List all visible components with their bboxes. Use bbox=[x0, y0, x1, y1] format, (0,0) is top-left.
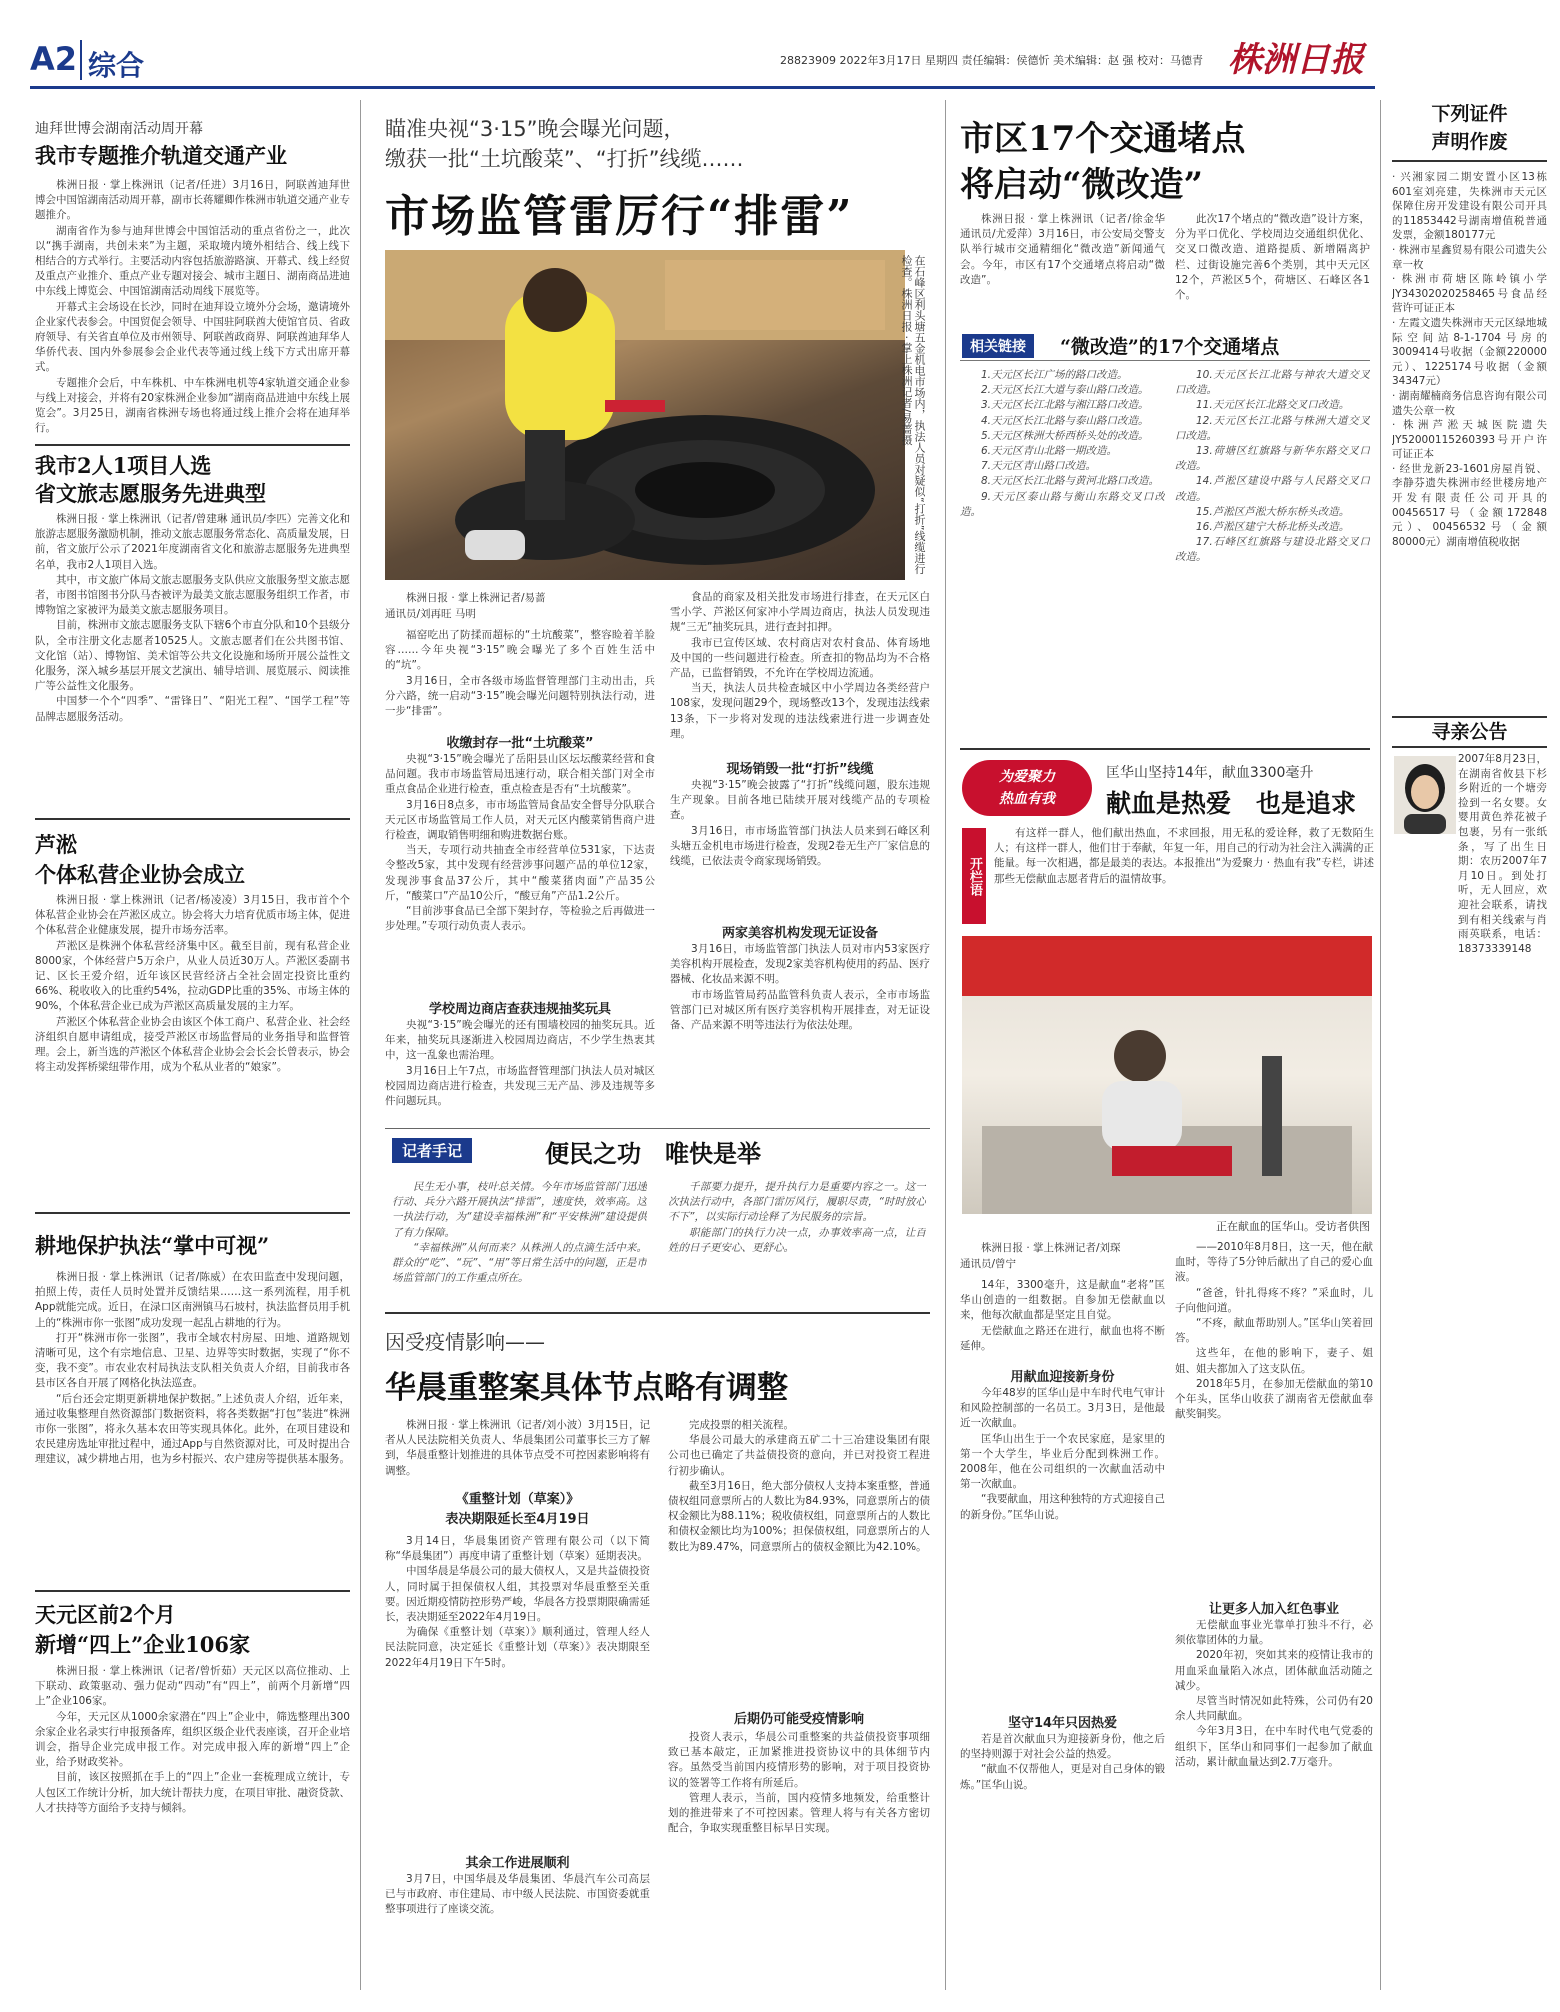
blood-para: 无偿献血事业光靠单打独斗不行，必须依靠团体的力量。 bbox=[1175, 1619, 1373, 1647]
lead-para: 我市已宣传区域、农村商店对农村食品、体育场地及中国的一些问题进行检查。所查扣的物品均为不合格产品，已监督销毁，不允许在学校周边流通。 bbox=[670, 636, 930, 680]
paper-name-logo: 株洲日报 bbox=[1228, 40, 1364, 80]
a2-body bbox=[35, 512, 350, 808]
traffic-para: 此次17个堵点的“微改造”设计方案，分为平口优化、学校周边交通组织优化、交叉口微改造、道路提质、新增隔离护栏、过街设施完善6个类别，其中天元区12个，芦淞区5个，荷塘区、石峰区各1个。 bbox=[1175, 213, 1370, 302]
a3-separator bbox=[35, 1212, 350, 1214]
lead-body-e bbox=[670, 778, 930, 918]
huachen-para: 管理人表示，当前，国内疫情多地频发，给重整计划的推进带来了不可控因素。管理人将与有关各方密切配合，争取实现重整目标早日实现。 bbox=[668, 1791, 930, 1835]
header-divider bbox=[80, 40, 82, 80]
commentary-body-right bbox=[668, 1180, 926, 1300]
blood-kicker: 匡华山坚持14年，献血3300毫升 bbox=[1106, 765, 1314, 781]
huachen-body-e bbox=[668, 1730, 930, 1990]
huachen-para: 3月14日，华晨集团资产管理有限公司（以下简称“华晨集团”）再度申请了重整计划（草案）延期表决。 bbox=[385, 1535, 650, 1563]
blood-para: 尽管当时情况如此特殊，公司仍有20余人共同献血。 bbox=[1175, 1695, 1373, 1723]
lost-notice-item: · 株洲芦淞天城医院遗失JY52000115260393号开户许可证正本 bbox=[1392, 419, 1547, 461]
lost-notice-item: · 湖南耀楠商务信息咨询有限公司遗失公章一枚 bbox=[1392, 389, 1547, 417]
lead-para: “目前涉事食品已全部下架封存，等检验之后再做进一步处理。”专项行动负责人表示。 bbox=[385, 905, 655, 933]
blood-body-e bbox=[1175, 1618, 1373, 1990]
blood-para: 无偿献血之路还在进行，献血也将不断延伸。 bbox=[960, 1324, 1165, 1352]
blood-para: ——2010年8月8日，这一天，他在献血时，等待了5分钟后献出了自己的爱心血液。 bbox=[1175, 1241, 1373, 1284]
a5-para: 目前，该区按照抓在手上的“四上”企业一套梳理成立统计，专人包区工作统计分析，加大统计帮扶力度，在项目审批、融资贷款、人才扶持等方面给予支持与倾斜。 bbox=[35, 1771, 350, 1814]
blood-para: 2020年初，突如其来的疫情让我市的用血采血量陷入冰点，团体献血活动随之减少。 bbox=[1175, 1649, 1373, 1692]
blood-photo-caption: 正在献血的匡华山。受访者供图 bbox=[1216, 1220, 1370, 1233]
lost-notice-item: · 株洲市荷塘区陈岭镇小学JY34302020258465号食品经营许可证正本 bbox=[1392, 273, 1547, 315]
search-notice-body bbox=[1392, 752, 1547, 1012]
lost-notice-item: · 株洲市星鑫贸易有限公司遗失公章一枚 bbox=[1392, 243, 1547, 271]
traffic-link-rule bbox=[960, 360, 1370, 361]
lead-para: 3月16日，市场监管部门执法人员对市内53家医疗美容机构开展检查，发现2家美容机构使用的药品、医疗器械、化妆品来源不明。 bbox=[670, 943, 930, 986]
a3-para: 株洲日报 · 掌上株洲讯（记者/杨凌凌）3月15日，我市首个个体私营企业协会在芦淞区成立。协会将大力培育优质市场主体，促进个体私营企业健康发展，提升市场夯活率。 bbox=[35, 894, 350, 937]
huachen-para: 为确保《重整计划（草案）》顺利通过，管理人经人民法院同意，决定延长《重整计划（草案）》表决期限至2022年4月19日下午5时。 bbox=[385, 1626, 650, 1669]
lead-subhead-b: 学校周边商店查获违规抽奖玩具 bbox=[428, 1002, 611, 1017]
traffic-list-item: 5.天元区株洲大桥西桥头处的改造。 bbox=[981, 429, 1149, 442]
blood-para: “我要献血，用这种独特的方式迎接自己的新身份。”匡华山说。 bbox=[960, 1493, 1165, 1521]
lead-para: 央视“3·15”晚会曝光的还有围墙校园的抽奖玩具。近年来，抽奖玩具逐渐进入校园周边商店，不少学生热衷其中，这一乱象也需治理。 bbox=[385, 1019, 655, 1062]
lost-notice-item: · 兴湘家园二期安置小区13栋601室刘亮建，失株洲市天元区保障住房开发建设有限公司开具的11853442号湖南增值税普通发票，金额180177元 bbox=[1392, 171, 1547, 242]
a2-title: 我市2人1项目人选 省文旅志愿服务先进典型 bbox=[35, 453, 266, 506]
traffic-list-item: 13.荷塘区红旗路与新华东路交叉口改造。 bbox=[1175, 445, 1370, 473]
lead-para: 市市场监管局药品监管科负责人表示，全市市场监管部门已对城区所有医疗美容机构开展排查，对无证设备、产品来源不明等违法行为依法处理。 bbox=[670, 988, 930, 1032]
traffic-para: 株洲日报 · 掌上株洲讯（记者/徐金华 通讯员/尤爱萍）3月16日，市公安局交警支队举行城市交通精细化“微改造”新闻通气会。今年，市区有17个交通堵点将启动“微改造”。 bbox=[960, 213, 1165, 286]
lead-subhead-c: 现场销毁一批“打折”线缆 bbox=[726, 762, 874, 777]
blood-subhead-a: 用献血迎接新身份 bbox=[1010, 1370, 1115, 1385]
traffic-list-left bbox=[960, 368, 1165, 738]
lead-subhead-d: 两家美容机构发现无证设备 bbox=[721, 926, 878, 941]
traffic-list-item: 7.天元区青山路口改造。 bbox=[981, 460, 1097, 473]
blood-column-intro-tag: 开栏语 bbox=[962, 828, 986, 924]
lead-para: 福窑吃出了防揉而超标的“土坑酸菜”，整容睑着羊脸容……今年央视“3·15”晚会曝光了多个百姓生活中的“坑”。 bbox=[385, 629, 655, 672]
a2-para: 其中，市文旅广体局文旅志愿服务支队供应文旅服务型文旅志愿者，市图书馆图书分队马杏被评为最美文旅志愿服务组织工作者，市博物馆之家被评为最美文旅志愿服务项目。 bbox=[35, 573, 350, 617]
commentary-para: 千部要力提升，提升执行力是重要内容之一。这一次执法行动中，各部门雷厉风行，履职尽责，“时时放心不下”，以实际行动诠释了为民服务的宗旨。 bbox=[668, 1181, 926, 1224]
traffic-list-item: 16.芦淞区建宁大桥北桥头改造。 bbox=[1196, 521, 1350, 534]
blood-intro bbox=[994, 826, 1374, 926]
blood-body-c bbox=[960, 1732, 1165, 1990]
huachen-subhead-b: 其余工作进展顺利 bbox=[465, 1856, 570, 1871]
lead-para: 央视“3·15”晚会曝光了岳阳县山区坛坛酸菜经营和食品问题。我市市场监管局迅速行动，联合相关部门对全市重点食品企业进行检查，重点检查是否有“土坑酸菜”。 bbox=[385, 753, 655, 796]
huachen-para: 中国华晨是华晨公司的最大债权人，又是共益债投资人，同时属于担保债权人组，其投票对华晨重整至关重要。因近期疫情防控形势严峻，华晨各方投票期限确需延长，表决期延至2022年4月19日。 bbox=[385, 1565, 650, 1624]
blood-intro-text: 有这样一群人，他们献出热血，不求回报，用无私的爱诠释，救了无数陌生人；有这样一群人，他们甘于奉献，年复一年，用自己的行动为社会注入满满的正能量。每一次相遇，都是最美的表达。本报推出“为爱聚力 · 热血有我”专栏，讲述那些无偿献血志愿者背后的温情故事。 bbox=[994, 827, 1374, 885]
a2-separator bbox=[35, 818, 350, 820]
lead-body-a bbox=[385, 628, 655, 724]
a4-para: 打开“株洲市你一张图”，我市全域农村房屋、田地、道路规划清晰可见，这个有宗地信息、卫星、边界等实时数据，实现了“你不变，我不变”。市农业农村局执法支队相关负责人介绍，目前我市各县市区各自开展了网格化执法巡查。 bbox=[35, 1331, 350, 1390]
header-meta: 28823909 2022年3月17日 星期四 责任编辑：侯德忻 美术编辑：赵 强 校对：马德青 bbox=[780, 54, 1203, 67]
header-rule bbox=[30, 86, 1375, 89]
a1-para: 湖南省作为参与迪拜世博会中国馆活动的重点省份之一，此次以“携手湖南，共创未来”为主题，采取境内境外相结合、线上线下相结合的方式举行。主要活动内容包括旅游路演、开幕式、线上经贸及重点产业推介、重点产业专题对接会、城市主题日、湖南商品进迪中东线上博览会、中国馆湖南活动周线下展览等。 bbox=[35, 224, 350, 298]
search-notice-text: 2007年8月23日，在湖南省攸县下杉乡附近的一个塘旁捡到一名女婴。女婴用黄色养花被子包裹，另有一张纸条，写了出生日期：农历2007年7月10日。到处打听，无人回应，欢迎社会联系，请找到有相关线索与肖雨英联系，电话：18373339148 bbox=[1458, 753, 1547, 955]
cable-inspection-image bbox=[385, 250, 905, 580]
traffic-list-item: 6.天元区青山北路一期改造。 bbox=[981, 445, 1118, 458]
blood-photo bbox=[962, 936, 1372, 1214]
a1-para: 株洲日报 · 掌上株洲讯（记者/任进）3月16日，阿联酋迪拜世博会中国馆湖南活动周开幕，副市长蒋耀卿作株洲市轨道交通产业专题推介。 bbox=[35, 179, 350, 222]
a4-para: “后台还会定期更新耕地保护数据。”上述负责人介绍，近年来，通过收集整理自然资源部门数据资料，将各类数据“打包”装进“株洲市你一张图”，将永久基本农田等实现具体化。此外，在项目建设和农民建房选址审批过程中，通过App与自然资源对比，可及时提出合理建议，减少耕地占用，也为乡村振兴、农户建房等提供基本服务。 bbox=[35, 1392, 350, 1466]
lost-notice-item: · 左霞文遗失株洲市天元区绿地城际空间站8-1-1704号房的3009414号收据（金额220000元）、1225174号收据（金额34347元） bbox=[1392, 316, 1547, 388]
a4-body bbox=[35, 1270, 350, 1580]
lead-para: 当天，专项行动共抽查全市经营单位531家，下达责令整改5家，其中发现有经营涉事问题产品的单位12家，发现涉事食品37公斤，其中“酸菜猪肉面”产品35公斤，“酸菜口”产品10公斤，“酸豆角”产品1.2公斤。 bbox=[385, 844, 655, 902]
section-name: 综合 bbox=[88, 49, 145, 82]
huachen-para: 截至3月16日，绝大部分债权人支持本案重整，普通债权组同意票所占的人数比为84.93%，同意票所占的债权金额比为88.11%；税收债权组，同意票所占的人数比和债权金额比均为100%；担保债权组，同意票所占的人数比为89.47%，同意票所占的债权金额比为42.10%。 bbox=[668, 1479, 930, 1553]
traffic-list-item: 1.天元区长江广场的路口改造。 bbox=[981, 369, 1128, 381]
commentary-para: “幸福株洲”从何而来？从株洲人的点滴生活中来。群众的“吃”、“玩”、“用”等日常生活中的问题，正是市场监管部门的工作重点所在。 bbox=[392, 1241, 647, 1285]
huachen-body-d bbox=[668, 1418, 930, 1700]
traffic-list-item: 2.天元区长江大道与泰山路口改造。 bbox=[981, 384, 1149, 397]
lead-byline: 株洲日报 · 掌上株洲记者/易蔷 通讯员/刘再旺 马明 bbox=[385, 592, 546, 620]
blood-para: “爸爸，针扎得疼不疼？”采血时，儿子向他问道。 bbox=[1175, 1286, 1373, 1314]
commentary-body-left bbox=[392, 1180, 647, 1300]
a2-para: 株洲日报 · 掌上株洲讯（记者/曾建琳 通讯员/李匹）完善文化和旅游志愿服务激励机制，推动文旅志愿服务常态化、高质量发展，日前，省文旅厅公示了2021年度湖南省文化和旅游志愿服务先进典型名单，我市2人1项目入选。 bbox=[35, 513, 350, 571]
traffic-list-item: 10.天元区长江北路与神农大道交叉口改造。 bbox=[1175, 369, 1370, 397]
blood-para: 匡华山出生于一个农民家庭，是家里的第一个大学生，毕业后分配到株洲工作。2008年，他在公司组织的一次献血活动中第一次献血。 bbox=[960, 1432, 1165, 1491]
a4-para: 株洲日报 · 掌上株洲讯（记者/陈威）在农田监查中发现问题，拍照上传，责任人员时处置并反馈结果……这一系列流程，用手机App就能完成。近日，在渌口区南洲镇马石坡村，执法监督员用手机上的“株洲市你一张图”成功发现一起乱占耕地的行为。 bbox=[35, 1271, 350, 1329]
commentary-rule bbox=[385, 1128, 930, 1129]
blood-para: 14年，3300毫升，这是献血“老将”匡华山创造的一组数据。自参加无偿献血以来，他每次献血都是坚定且自觉。 bbox=[960, 1279, 1165, 1322]
a5-para: 今年，天元区从1000余家潜在“四上”企业中，筛选整理出300余家企业名录实行申报预备库，组织区级企业代表座谈，召开企业培训会，指导企业完成申报工作。对完成申报入库的新增“四上”企业，给予财政奖补。 bbox=[35, 1710, 350, 1769]
commentary-para: 职能部门的执行力决一点，办事效率高一点，让百姓的日子更安心、更舒心。 bbox=[668, 1226, 926, 1254]
a3-para: 芦淞区是株洲个体私营经济集中区。截至目前，现有私营企业8000家，个体经营户5万余户，从业人员近30万人。芦淞区委副书记、区长王爱介绍，近年该区民营经济占全社会固定投资比重约66%、税收收入的比重约54%，拉动GDP比重的35%、市场主体的90%，个体私营企业已成为芦淞区高质量发展的主力军。 bbox=[35, 939, 350, 1013]
lost-notice-item: · 经世龙新23-1601房屋肖锐、李静芬遗失株洲市经世楼房地产开发有限责任公司开具的00456517号（金额172848元）、00456532号（金额80000元）湖南增值税收据 bbox=[1392, 462, 1547, 548]
lead-body-d bbox=[670, 590, 930, 740]
traffic-link-tag: 相关链接 bbox=[962, 334, 1034, 358]
a1-kicker: 迪拜世博会湖南活动周开幕 bbox=[35, 121, 203, 137]
a5-para: 株洲日报 · 掌上株洲讯（记者/曾忻茹）天元区以高位推动、上下联动、政策驱动、强力促动“四动”有“四上”，前两个月新增“四上”企业106家。 bbox=[35, 1665, 350, 1708]
huachen-body-a bbox=[385, 1418, 650, 1484]
blood-title: 献血是热爱 也是追求 bbox=[1106, 789, 1357, 818]
commentary-tag: 记者手记 bbox=[392, 1138, 472, 1163]
column-divider bbox=[360, 100, 361, 1990]
blood-para: “献血不仅帮他人，更是对自己身体的锻炼。”匡华山说。 bbox=[960, 1763, 1165, 1791]
blood-body-b bbox=[960, 1386, 1165, 1704]
lead-para: 3月16日，全市各级市场监督管理部门主动出击，兵分六路，统一启动“3·15”晚会曝光问题特别执法行动，进一步“排雷”。 bbox=[385, 674, 655, 718]
blood-byline: 株洲日报 · 掌上株洲记者/刘琛 通讯员/曾宁 bbox=[960, 1242, 1121, 1270]
search-notice-title: 寻亲公告 bbox=[1392, 716, 1547, 748]
commentary-title: 便民之功 唯快是举 bbox=[545, 1139, 761, 1168]
traffic-list-item: 3.天元区长江北路与湘江路口改造。 bbox=[981, 399, 1149, 412]
traffic-body-left bbox=[960, 212, 1165, 322]
blood-body-a bbox=[960, 1278, 1165, 1360]
traffic-list-item: 14.芦淞区建设中路与人民路交叉口改造。 bbox=[1175, 475, 1370, 503]
lead-bottom-separator bbox=[385, 1312, 930, 1314]
lead-para: 央视“3·15”晚会披露了“打折”线缆问题，股东违规生产现象。目前各地已陆续开展对线缆产品的专项检查。 bbox=[670, 779, 930, 822]
lost-notice-list bbox=[1392, 170, 1547, 710]
a3-para: 芦淞区个体私营企业协会由该区个体工商户、私营企业、社会经济组织自愿申请组成，接受芦淞区市场监督局的业务指导和监督管理。会上，新当选的芦淞区个体私营企业协会会长会长曾表示，协会将主动发挥桥梁纽带作用，成为个私从业者的“娘家”。 bbox=[35, 1015, 350, 1074]
traffic-separator bbox=[960, 748, 1370, 750]
a2-para: 中国梦一个个“四季”、“雷锋日”、“阳光工程”、“国学工程”等品牌志愿服务活动。 bbox=[35, 695, 350, 723]
huachen-subhead-c: 后期仍可能受疫情影响 bbox=[733, 1712, 864, 1727]
traffic-list-item: 15.芦淞区芦淞大桥东桥头改造。 bbox=[1196, 505, 1350, 518]
lead-body-c bbox=[385, 1018, 655, 1110]
traffic-body-right bbox=[1175, 212, 1370, 322]
blood-body-d bbox=[1175, 1240, 1373, 1590]
huachen-para: 完成投票的相关流程。 bbox=[689, 1419, 794, 1431]
traffic-list-right bbox=[1175, 368, 1370, 738]
huachen-para: 华晨公司最大的承建商五矿二十三冶建设集团有限公司也已确定了共益债投资的意向，并已对投资工程进行初步确认。 bbox=[668, 1434, 930, 1477]
lost-notice-title: 下列证件 声明作废 bbox=[1392, 100, 1547, 162]
blood-column-logo: 为爱聚力 热血有我 bbox=[962, 760, 1092, 816]
blood-donor-image bbox=[962, 936, 1372, 1214]
blood-subhead-b: 坚守14年只因热爱 bbox=[1007, 1716, 1118, 1731]
blood-para: “不疼，献血帮助别人。”匡华山笑着回答。 bbox=[1175, 1317, 1373, 1345]
a5-title: 天元区前2个月 新增“四上”企业106家 bbox=[35, 1602, 250, 1657]
blood-para: 若是首次献血只为迎接新身份，他之后的坚持则源于对社会公益的热爱。 bbox=[960, 1733, 1165, 1761]
a1-body bbox=[35, 178, 350, 436]
blood-para: 2018年5月，在参加无偿献血的第10个年头，匡华山收获了湖南省无偿献血奉献奖铜奖。 bbox=[1175, 1377, 1373, 1421]
traffic-list-item: 8.天元区长江北路与黄河北路口改造。 bbox=[981, 475, 1160, 488]
huachen-para: 投资人表示，华晨公司重整案的共益债投资事项细致已基本敲定，正加紧推进投资协议中的具体细节内容。虽然受当前国内疫情形势的影响，对于项目投资协议的签署等工作将有所延后。 bbox=[668, 1731, 930, 1789]
huachen-para: 3月7日，中国华晨及华晨集团、华晨汽车公司高层已与市政府、市住建局、市中级人民法院、市国资委就重整事项进行了座谈交流。 bbox=[385, 1873, 650, 1916]
lead-subhead-a: 收缴封存一批“土坑酸菜” bbox=[446, 736, 594, 751]
page-number: A2 bbox=[30, 40, 78, 78]
lead-title: 市场监管雷厉行“排雷” bbox=[385, 191, 854, 242]
lead-para: 食品的商家及相关批发市场进行排查，在天元区白雪小学、芦淞区何家冲小学周边商店，执法人员发现违规“三无”抽奖玩具，进行查封扣押。 bbox=[670, 591, 930, 634]
lead-body-b bbox=[385, 752, 655, 992]
a4-separator bbox=[35, 1590, 350, 1592]
a1-para: 开幕式主会场设在长沙，同时在迪拜设立境外分会场，邀请境外企业家代表参会。中国贸促会领导、中国驻阿联酋大使馆官员、省政府领导、有关省直单位及市州领导、阿联酋政商界、阿联酋迪拜华人华侨代表、国内外参展参会企业代表等通过线上线下方式出席开幕式。 bbox=[35, 300, 350, 374]
huachen-para: 株洲日报 · 掌上株洲讯（记者/刘小波）3月15日，记者从人民法院相关负责人、华晨集团公司董事长三方了解到，华晨重整计划推进的具体节点受不可控因素影响将有调整。 bbox=[385, 1419, 650, 1477]
commentary-para: 民生无小事，枝叶总关情。今年市场监管部门迅速行动、兵分六路开展执法“排雷”，速度快，效率高。这一执法行动，为“建设幸福株洲”和“平安株洲”建设提供了有力保障。 bbox=[392, 1181, 647, 1239]
lead-para: 当天，执法人员共检查城区中小学周边各类经营户108家，发现问题29个，现场整改13个，发现违法线索13条，下一步将对发现的违法线索进行进一步调查处理。 bbox=[670, 682, 930, 740]
traffic-title: 市区17个交通堵点 将启动“微改造” bbox=[960, 119, 1246, 205]
traffic-list-item: 9.天元区泰山路与衡山东路交叉口改造。 bbox=[960, 490, 1165, 518]
blood-para: 今年48岁的匡华山是中车时代电气审计和风险控制部的一名员工。3月3日，是他最近一次献血。 bbox=[960, 1387, 1165, 1430]
a1-separator bbox=[35, 444, 350, 446]
lead-body-f bbox=[670, 942, 930, 1110]
a1-title: 我市专题推介轨道交通产业 bbox=[35, 143, 287, 168]
traffic-list-item: 4.天元区长江北路与泰山路口改造。 bbox=[981, 414, 1149, 427]
a4-title: 耕地保护执法“掌中可视” bbox=[35, 1233, 270, 1258]
a3-body bbox=[35, 893, 350, 1205]
blood-para: 这些年，在他的影响下，妻子、姐姐、姐夫都加入了这支队伍。 bbox=[1175, 1347, 1373, 1375]
lead-photo-caption: 在石峰区利头塘五金机电市场内，执法人员对疑似“打折”线缆进行检查。株洲日报 · 掌上株洲记者/易蔷摄 bbox=[900, 255, 926, 575]
a3-title: 芦淞 个体私营企业协会成立 bbox=[35, 832, 245, 887]
traffic-list-item: 17.石峰区红旗路与建设北路交叉口改造。 bbox=[1175, 536, 1370, 564]
a2-para: 目前，株洲市文旅志愿服务支队下辖6个市直分队和10个县级分队，全市注册文化志愿者10525人。文旅志愿者们在公共图书馆、文化馆（站）、博物馆、美术馆等公共文化设施和场所开展公益性文化服务，深入城乡基层开展文艺演出、辅导培训、展览展示、阅读推广等公益性文化服务。 bbox=[35, 619, 350, 693]
column-divider bbox=[1380, 100, 1381, 1990]
huachen-body-c bbox=[385, 1872, 650, 1990]
traffic-list-item: 12.天元区长江北路与株洲大道交叉口改造。 bbox=[1175, 414, 1370, 442]
column-divider bbox=[945, 100, 946, 1990]
huachen-title: 华晨重整案具体节点略有调整 bbox=[385, 1370, 788, 1406]
blood-subhead-c: 让更多人加入红色事业 bbox=[1208, 1602, 1339, 1617]
lead-photo bbox=[385, 250, 905, 580]
lead-para: 3月16日8点多，市市场监管局食品安全督导分队联合天元区市场监管局工作人员，对天元区内酸菜销售商户进行检查，调取销售明细和购进数据台账。 bbox=[385, 798, 655, 842]
huachen-body-b bbox=[385, 1534, 650, 1844]
huachen-subhead-a: 《重整计划（草案）》 表决期限延长至4月19日 bbox=[445, 1492, 590, 1527]
traffic-link-title: “微改造”的17个交通堵点 bbox=[1060, 336, 1280, 358]
lead-kicker: 瞄准央视“3·15”晚会曝光问题， 缴获一批“土坑酸菜”、“打折”线缆…… bbox=[385, 117, 744, 171]
a5-body bbox=[35, 1664, 350, 1984]
a1-para: 专题推介会后，中车株机、中车株洲电机等4家轨道交通企业参与线上对接会，并将有20家株洲企业参加“湖南商品进迪中东线上展览会”。3月25日，湖南省株洲专场也将通过线上推介会将在迪拜举行。 bbox=[35, 376, 350, 435]
lead-para: 3月16日上午7点，市场监督管理部门执法人员对城区校园周边商店进行检查，共发现三无产品、涉及违规等多件问题玩具。 bbox=[385, 1064, 655, 1108]
blood-para: 今年3月3日，在中车时代电气党委的组织下，匡华山和同事们一起参加了献血活动，累计献血量达到2.7万毫升。 bbox=[1175, 1725, 1373, 1768]
lead-para: 3月16日，市市场监管部门执法人员来到石峰区利头塘五金机电市场进行检查，发现2卷无生产厂家信息的线缆，已依法责令商家现场销毁。 bbox=[670, 824, 930, 868]
traffic-list-item: 11.天元区长江北路交叉口改造。 bbox=[1196, 399, 1350, 412]
huachen-kicker: 因受疫情影响—— bbox=[385, 1330, 545, 1354]
